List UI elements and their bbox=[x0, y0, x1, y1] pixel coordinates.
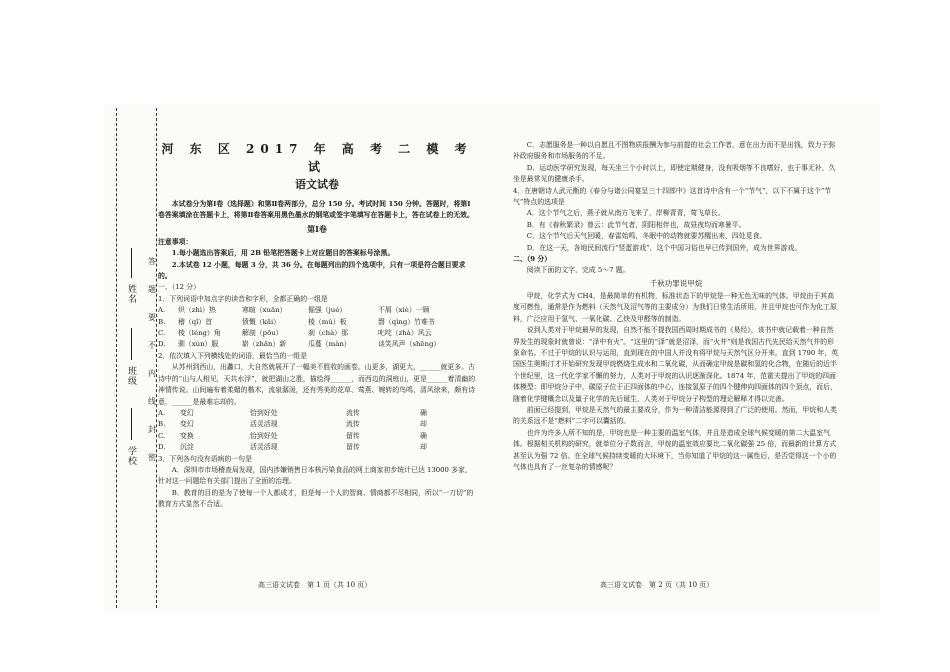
binding-margin bbox=[104, 108, 162, 608]
question-option: D. 驯（xún）服 崭（zhǎn）新 瓜蔓（màn） 谈笑风声（shēng） bbox=[158, 340, 441, 349]
seal-char: 密 bbox=[148, 453, 156, 462]
reading-instruction: 阅读下面的文字，完成 5～7 题。 bbox=[526, 266, 630, 275]
seal-char: 不 bbox=[148, 341, 156, 350]
question-option: B．教育的目的是为了使每一个人都成才，但是每一个人的智商、情商都不尽相同，所以“一刀切”的教育方式显然不合适。 bbox=[158, 488, 474, 509]
passage-title: 千秋功罪说甲烷 bbox=[649, 278, 703, 288]
name-underline bbox=[131, 248, 132, 278]
question-passage: 从苏州到西山，出蠡口，大自然就展开了一幅美不胜收的画卷。山更多，湖更大，______就更多。古诗中的“山与人相见，天共水浮”，就把湖山之胜，描绘得______，而西边的洞庭山，更是______着清幽的神情传说。山间遍布着柔媚的楷木，流泉潺湲，还有秀美的花草、莺燕、婉转的鸟鸣、清风徐来，颇有诗意，______是最难忘却的。 bbox=[158, 363, 476, 406]
school-underline bbox=[131, 408, 132, 440]
passage-paragraph: 也许为许多人所不知的是，甲烷也是一种主要的温室气体，并且是造成全球气候变暖的第二大温室气体。根据相关机构的研究，就单位分子数而言，甲烷的温室效应要比二氧化碳强 25 倍，而最新的计算方式甚至认为强 72 倍。在全球气候持续变暖的大环境下，当你知道了甲烷的这一属性后，是否觉得这一个小的气体也具有了一丝复杂的情感呢？ bbox=[513, 428, 837, 471]
question-option: A. 变幻 恰到好处 流传 确 bbox=[158, 408, 427, 417]
passage-paragraph: 甲烷，化学式为 CH4，是最简单的有机物，标准状态下的甲烷是一种无色无味的气体。甲烷由于其高度可燃性，通常是作为燃料（天然气及沼气等的主要成分）为我们日常生活所用，并且甲烷也可作为化工原料，广泛应用于氢气、一氧化碳、乙炔及甲醛等的制造。 bbox=[513, 291, 837, 323]
exam-subtitle: 语文试卷 bbox=[295, 178, 339, 191]
name-label: 姓名 bbox=[126, 284, 136, 304]
exam-intro: 本试卷分为第Ⅰ卷（选择题）和第Ⅱ卷两部分，总分 150 分。考试时间 150 分钟。答题时，将第Ⅰ卷答案填涂在答题卡上，将第Ⅱ卷答案用黑色墨水的钢笔或签字笔填写在答题卡上，答在试卷上的无效。 bbox=[158, 200, 474, 220]
exam-title: 河 东 区 2017 年 高 考 二 模 考 试 bbox=[161, 142, 473, 174]
cut-line-outer bbox=[116, 108, 117, 608]
question-option: A. 炽（zhì）热 寒暄（xuān） 倔强（jué） 不屑（xiè）一顾 bbox=[158, 306, 430, 315]
class-underline bbox=[131, 328, 132, 360]
question-option: D．在这一天，各地民间流行“竖蛋游戏”，这个中国习俗也早已传到国外，成为世界游戏。 bbox=[526, 243, 802, 252]
seal-char: 封 bbox=[148, 425, 156, 434]
page-footer-right: 高三语文试卷 第 2 页（共 10 页） bbox=[600, 581, 714, 589]
question-option: C. 棱（léng）角 解剖（pōu） 刹（chà）那 叱咤（zhà）风云 bbox=[158, 329, 432, 338]
seal-char: 答 bbox=[148, 257, 156, 266]
seal-char: 题 bbox=[148, 285, 156, 294]
passage-paragraph: 说到人类对于甲烷最早的发现，自然不能不提我国西周时期成书的《易经》，该书中就记载着一种自然界发生的现象时就曾说：“泽中有火”。“这里的“泽”就是沼泽，而“火井”则是我国古代先民给天然气井的形象命名。不过于甲烷的认识与运用，直到现在的中国人并没有将甲烷与天然气区分开来。直到 1790 年，英国医生奥斯汀才开始研究发现甲烷燃烧生成水和二氧化碳，从而确定甲烷是碳和氢的化合物，在随后的近半个世纪里，这一代化学家不懈的努力，人类对于甲烷的认识逐渐深化。1874 年，范霍夫提出了甲烷的四面体模型：即甲烷分子中，碳原子位于正四面体的中心，连接氢原子的四个键伸向四面体的四个顶点，而后，随着化学键概念以及量子化学的先后诞生，人类对于甲烷分子构型的理论解释才得以完善。 bbox=[513, 326, 839, 403]
passage-paragraph: 前面已经提到，甲烷是天然气的最主要成分，作为一种清洁能源得到了广泛的使用。然而，甲烷和人类的关系远不是“燃料”二字可以囊括的。 bbox=[513, 405, 837, 426]
page-footer-left: 高三语文试卷 第 1 页（共 10 页） bbox=[258, 581, 372, 589]
question-option: A．深圳市市场稽查局发现，国内涉嫌销售日本核污染食品的网上商家初步统计已达 13000 多家，针对这一问题给有关部门提出了全面的治理。 bbox=[158, 465, 472, 486]
note-item: 2.本试卷 12 小题，每题 3 分，共 36 分。在每题列出的四个选项中，只有一项是符合题目要求的。 bbox=[158, 260, 466, 281]
right-page bbox=[513, 140, 839, 473]
section-heading: 一、（12 分） bbox=[158, 283, 200, 292]
volume-title: 第Ⅰ卷 bbox=[307, 223, 327, 234]
class-label: 班级 bbox=[126, 366, 136, 386]
notes-heading: 注意事项： bbox=[158, 237, 193, 246]
school-label: 学校 bbox=[126, 446, 136, 466]
question-stem: 2．依次填入下列横线处的词语，最恰当的一组是 bbox=[158, 351, 308, 360]
seal-char: 线 bbox=[148, 397, 156, 406]
question-option: A．这个节气之后，燕子就从南方飞来了，岸柳青青，莺飞草长。 bbox=[526, 209, 725, 218]
seal-char: 内 bbox=[148, 369, 156, 378]
question-option: D．运动医学研究发现，每天坐三个小时以上，即使定期健身，没有吸烟等不良嗜好，也于事无补，久坐是最常见的健康杀手。 bbox=[513, 163, 836, 184]
question-option: B．有《春秋繁录》曾云：此节气者，阴阳相伴也，故昼夜均而寒暑平。 bbox=[526, 220, 746, 229]
question-option: C. 变换 恰到好处 留传 确 bbox=[158, 431, 427, 440]
question-stem: 1．下列词语中加点字的读音和字形，全都正确的一组是 bbox=[158, 294, 328, 303]
seal-char: 要 bbox=[148, 313, 156, 322]
note-item: 1.每小题选出答案后，用 2B 铅笔把答题卡上对应题目的答案标号涂黑。 bbox=[171, 249, 395, 258]
question-option: D. 沉淀 活灵活现 留传 却 bbox=[158, 443, 427, 452]
question-stem: 3．下列各句没有语病的一句是 bbox=[158, 454, 252, 463]
left-page bbox=[158, 140, 476, 511]
question-stem: 4．在唐朝诗人武元衡的《春分与诸公同宴呈三十四郎中》这首诗中含有一个“节气”，以下不属于这个“节气”特点的选项是 bbox=[513, 186, 832, 207]
section-heading: 二、（9 分） bbox=[513, 255, 552, 264]
question-option: C．志愿服务是一种以自愿且不图物质报酬为参与前提的社会工作者，意在出力而不是出钱，致力于弥补政府服务和市场服务的不足。 bbox=[513, 141, 836, 161]
cut-line-inner bbox=[156, 108, 157, 608]
question-option: C．这个节气后天气回暖，春雷始鸣，冬眠中的动物就要苏醒出来，四处觅食。 bbox=[526, 232, 767, 241]
question-option: B. 稽（qǐ）首 愤慨（kǎi） 棱（mǔ）板 磬（qìng）竹难书 bbox=[158, 317, 435, 326]
question-option: B. 变幻 活灵活现 流传 却 bbox=[158, 420, 427, 429]
